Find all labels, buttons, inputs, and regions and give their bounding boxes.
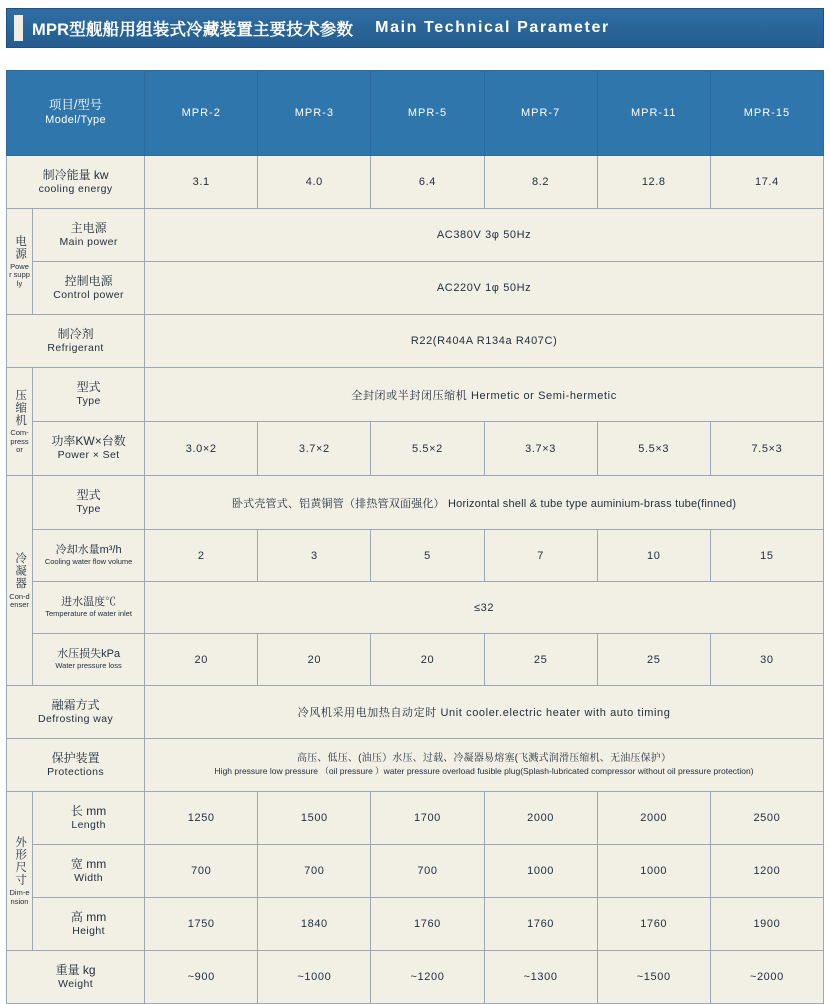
cell-value: 2500 [710, 792, 823, 845]
cell-value: 5.5×2 [371, 422, 484, 476]
group-label-dimension [7, 792, 33, 951]
label-cn: 主电源 [70, 220, 107, 235]
label-cn: 制冷能量 kw [42, 167, 109, 182]
group-label-cn: 冷凝器 [14, 552, 27, 590]
label-cn: 保护装置 [51, 750, 100, 765]
row-label-condenser-type [33, 476, 145, 530]
cell-value: 1760 [597, 898, 710, 951]
cell-value: 1000 [484, 845, 597, 898]
row-label-width [33, 845, 145, 898]
cell-value: 3.7×2 [258, 422, 371, 476]
row-label-cooling-water-flow [33, 530, 145, 582]
table-header-row [7, 71, 824, 156]
header-title-cn: MPR型舰船用组装式冷藏装置主要技术参数 [32, 21, 354, 39]
cell-value: 25 [484, 634, 597, 686]
cell-value: ~1000 [258, 951, 371, 1004]
cell-value: ~1200 [371, 951, 484, 1004]
header-cell-mpr-3: MPR-3 [258, 71, 371, 156]
label-en: Main power [59, 235, 118, 248]
row-label-compressor-type [33, 368, 145, 422]
cell-value: 2 [145, 530, 258, 582]
cell-value: 12.8 [597, 156, 710, 209]
cell-value: 700 [371, 845, 484, 898]
header-cell-model [7, 71, 145, 156]
label-en: Defrosting way [38, 712, 114, 725]
table-row [7, 422, 824, 476]
table-row [7, 634, 824, 686]
page-root [0, 8, 830, 990]
header-cell-mpr-2: MPR-2 [145, 71, 258, 156]
cell-span-value: 全封闭或半封闭压缩机 Hermetic or Semi-hermetic [145, 368, 824, 422]
label-en: Control power [53, 288, 124, 301]
spec-table-wrapper [6, 70, 824, 1004]
row-label-inlet-water-temp [33, 582, 145, 634]
label-cn: 制冷剂 [57, 326, 94, 341]
cell-span-value: AC380V 3φ 50Hz [145, 209, 824, 262]
cell-span-value: R22(R404A R134a R407C) [145, 315, 824, 368]
label-en: Protections [47, 765, 105, 778]
label-cn: 宽 mm [70, 856, 107, 871]
header-cell-mpr-15: MPR-15 [710, 71, 823, 156]
header-title-en: Main Technical Parameter [375, 19, 610, 36]
label-cn: 冷却水量m³/h [55, 544, 122, 557]
cell-span-value [145, 739, 824, 792]
group-label-en: Dim-ension [9, 888, 30, 906]
group-label-power-supply [7, 209, 33, 315]
row-label-refrigerant [7, 315, 145, 368]
cell-value: 20 [145, 634, 258, 686]
cell-value: 8.2 [484, 156, 597, 209]
cell-value: 20 [371, 634, 484, 686]
table-row [7, 209, 824, 262]
label-cn: 长 mm [70, 803, 107, 818]
cell-value: 1700 [371, 792, 484, 845]
cell-value: 1500 [258, 792, 371, 845]
cell-value: 2000 [484, 792, 597, 845]
label-en: Type [76, 395, 101, 408]
table-row [7, 845, 824, 898]
label-cn: 控制电源 [64, 273, 113, 288]
table-row [7, 792, 824, 845]
table-row [7, 951, 824, 1004]
cell-value: 25 [597, 634, 710, 686]
label-en: Width [74, 871, 104, 884]
cell-value: 1250 [145, 792, 258, 845]
group-label-compressor [7, 368, 33, 476]
cell-value: 17.4 [710, 156, 823, 209]
cell-span-value: 卧式壳管式、铝黄铜管（排热管双面强化） Horizontal shell & tube type auminium-brass tube(finned) [145, 476, 824, 530]
cell-value: 1760 [484, 898, 597, 951]
cell-value: 3.7×3 [484, 422, 597, 476]
label-en: Weight [58, 977, 94, 990]
cell-value: ~1500 [597, 951, 710, 1004]
label-en: cooling energy [38, 182, 113, 195]
table-row [7, 156, 824, 209]
table-row [7, 368, 824, 422]
row-label-length [33, 792, 145, 845]
label-en: Refrigerant [47, 341, 104, 354]
cell-value: 700 [145, 845, 258, 898]
cell-value: 1760 [371, 898, 484, 951]
header-model-en: Model/Type [45, 113, 107, 126]
cell-value: 5 [371, 530, 484, 582]
label-en: Type [76, 503, 101, 516]
spec-table [6, 70, 824, 1004]
cell-value: 1900 [710, 898, 823, 951]
label-en: Temperature of water inlet [45, 609, 132, 619]
row-label-control-power [33, 262, 145, 315]
protections-en: High pressure low pressure （oil pressure ）water pressure overload fusible plug(Splash-lubricated compressor without oil pressure protection) [214, 765, 754, 776]
cell-value: 20 [258, 634, 371, 686]
cell-value: 4.0 [258, 156, 371, 209]
header-model-cn: 项目/型号 [48, 98, 103, 113]
label-cn: 水压损失kPa [57, 648, 121, 661]
group-label-condenser [7, 476, 33, 686]
cell-value: 7 [484, 530, 597, 582]
cell-value: 15 [710, 530, 823, 582]
cell-span-value: ≤32 [145, 582, 824, 634]
group-label-en: Con-denser [9, 591, 30, 609]
label-cn: 型式 [76, 380, 101, 395]
row-label-weight [7, 951, 145, 1004]
cell-value: 6.4 [371, 156, 484, 209]
cell-value: 1840 [258, 898, 371, 951]
cell-value: 30 [710, 634, 823, 686]
table-row [7, 530, 824, 582]
cell-value: ~2000 [710, 951, 823, 1004]
cell-span-value: 冷风机采用电加热自动定时 Unit cooler.electric heater with auto timing [145, 686, 824, 739]
row-label-water-pressure-loss [33, 634, 145, 686]
cell-value: ~900 [145, 951, 258, 1004]
label-cn: 进水温度℃ [61, 596, 117, 609]
table-row [7, 739, 824, 792]
cell-span-value: AC220V 1φ 50Hz [145, 262, 824, 315]
label-en: Power × Set [57, 449, 120, 462]
cell-value: 3.1 [145, 156, 258, 209]
cell-value: 2000 [597, 792, 710, 845]
row-label-power-set [33, 422, 145, 476]
row-label-protections [7, 739, 145, 792]
label-cn: 型式 [76, 488, 101, 503]
table-row [7, 898, 824, 951]
label-cn: 高 mm [70, 909, 107, 924]
row-label-main-power [33, 209, 145, 262]
group-label-cn: 压缩机 [14, 388, 27, 427]
cell-value: 1200 [710, 845, 823, 898]
label-cn: 重量 kg [55, 962, 96, 977]
cell-value: 7.5×3 [710, 422, 823, 476]
label-en: Cooling water flow volume [44, 557, 133, 567]
label-en: Height [72, 924, 105, 937]
table-row [7, 315, 824, 368]
cell-value: 5.5×3 [597, 422, 710, 476]
cell-value: 700 [258, 845, 371, 898]
cell-value: ~1300 [484, 951, 597, 1004]
header-accent-bar [14, 15, 23, 41]
table-row [7, 582, 824, 634]
header-cell-mpr-5: MPR-5 [371, 71, 484, 156]
table-row [7, 476, 824, 530]
label-en: Water pressure loss [55, 661, 122, 671]
page-header [6, 8, 824, 48]
cell-value: 3 [258, 530, 371, 582]
label-en: Length [71, 818, 106, 831]
header-cell-mpr-7: MPR-7 [484, 71, 597, 156]
row-label-height [33, 898, 145, 951]
table-row [7, 262, 824, 315]
cell-value: 10 [597, 530, 710, 582]
row-label-cooling-energy [7, 156, 145, 209]
cell-value: 1000 [597, 845, 710, 898]
row-label-defrosting-way [7, 686, 145, 739]
label-cn: 融霜方式 [51, 697, 100, 712]
label-cn: 功率KW×台数 [51, 434, 126, 449]
group-label-cn: 电源 [14, 235, 27, 261]
header-cell-mpr-11: MPR-11 [597, 71, 710, 156]
protections-cn: 高压、低压、(油压）水压、过载、冷凝器易熔塞(飞溅式润滑压缩机、无油压保护） [296, 753, 672, 765]
table-row [7, 686, 824, 739]
group-label-cn: 外形尺寸 [14, 836, 27, 887]
cell-value: 1750 [145, 898, 258, 951]
group-label-en: Power supply [9, 262, 30, 288]
group-label-en: Com-pressor [10, 428, 29, 454]
cell-value: 3.0×2 [145, 422, 258, 476]
